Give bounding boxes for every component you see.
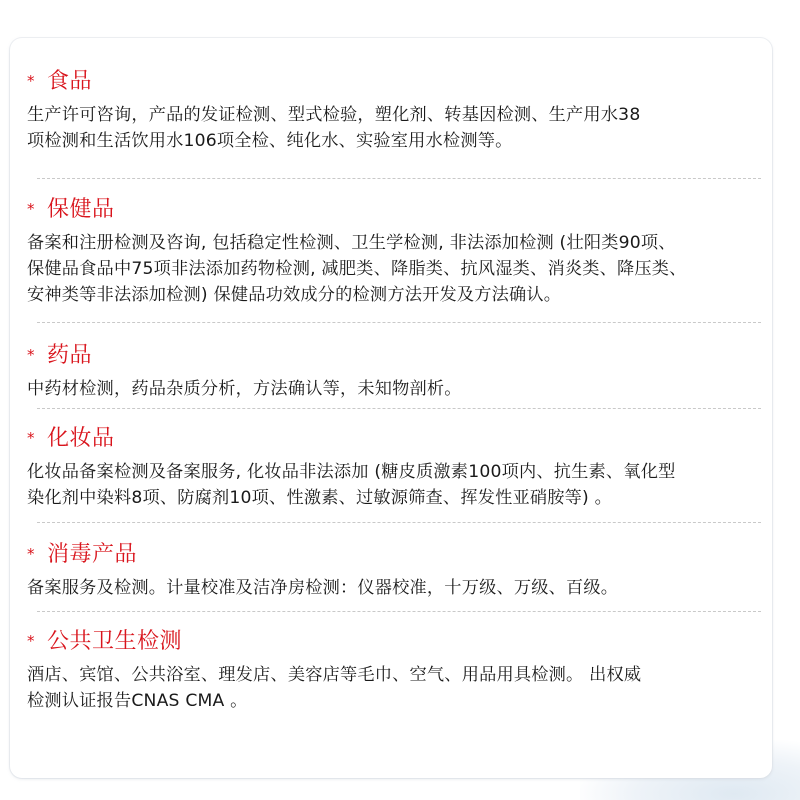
asterisk-icon: * <box>27 545 35 563</box>
section-description: 酒店、宾馆、公共浴室、理发店、美容店等毛巾、空气、用品用具检测。 出权威 检测认证报告CNAS CMA 。 <box>27 665 642 711</box>
services-card <box>10 38 772 778</box>
section-title-text: 食品 <box>47 69 93 94</box>
section-divider <box>37 522 761 523</box>
section-title <box>27 68 767 96</box>
section-cosmetics <box>27 425 767 511</box>
asterisk-icon: * <box>27 429 35 447</box>
asterisk-icon: * <box>27 72 35 90</box>
section-health-products <box>27 196 767 308</box>
section-pharmaceuticals <box>27 342 767 402</box>
section-disinfection-products <box>27 541 767 601</box>
section-food <box>27 68 767 154</box>
section-description: 化妆品备案检测及备案服务, 化妆品非法添加 (糖皮质激素100项内、抗生素、氧化型 染化剂中染料8项、防腐剂10项、性激素、过敏源筛查、挥发性亚硝胺等) 。 <box>27 462 676 508</box>
section-description: 备案和注册检测及咨询, 包括稳定性检测、卫生学检测, 非法添加检测 (壮阳类90项、 保健品食品中75项非法添加药物检测, 减肥类、降脂类、抗风湿类、消炎类、降压类、 安神类等非法添加检测) 保健品功效成分的检测方法开发及方法确认。 <box>27 233 687 305</box>
section-title-text: 消毒产品 <box>47 542 138 567</box>
section-title <box>27 342 767 370</box>
section-title-text: 药品 <box>47 343 93 368</box>
section-title-text: 保健品 <box>47 197 115 222</box>
section-description: 备案服务及检测。计量校准及洁净房检测：仪器校准，十万级、万级、百级。 <box>27 578 619 598</box>
section-description: 中药材检测，药品杂质分析，方法确认等，未知物剖析。 <box>27 379 462 399</box>
section-title <box>27 628 767 656</box>
section-title-text: 化妆品 <box>47 426 115 451</box>
section-divider <box>37 611 761 612</box>
asterisk-icon: * <box>27 346 35 364</box>
asterisk-icon: * <box>27 200 35 218</box>
section-divider <box>37 322 761 323</box>
section-description: 生产许可咨询，产品的发证检测、型式检验，塑化剂、转基因检测、生产用水38 项检测和生活饮用水106项全检、纯化水、实验室用水检测等。 <box>27 105 641 151</box>
section-title-text: 公共卫生检测 <box>47 629 183 654</box>
section-divider <box>37 408 761 409</box>
section-title <box>27 196 767 224</box>
section-public-health-testing <box>27 628 767 714</box>
asterisk-icon: * <box>27 632 35 650</box>
section-divider <box>37 178 761 179</box>
section-title <box>27 541 767 569</box>
section-title <box>27 425 767 453</box>
